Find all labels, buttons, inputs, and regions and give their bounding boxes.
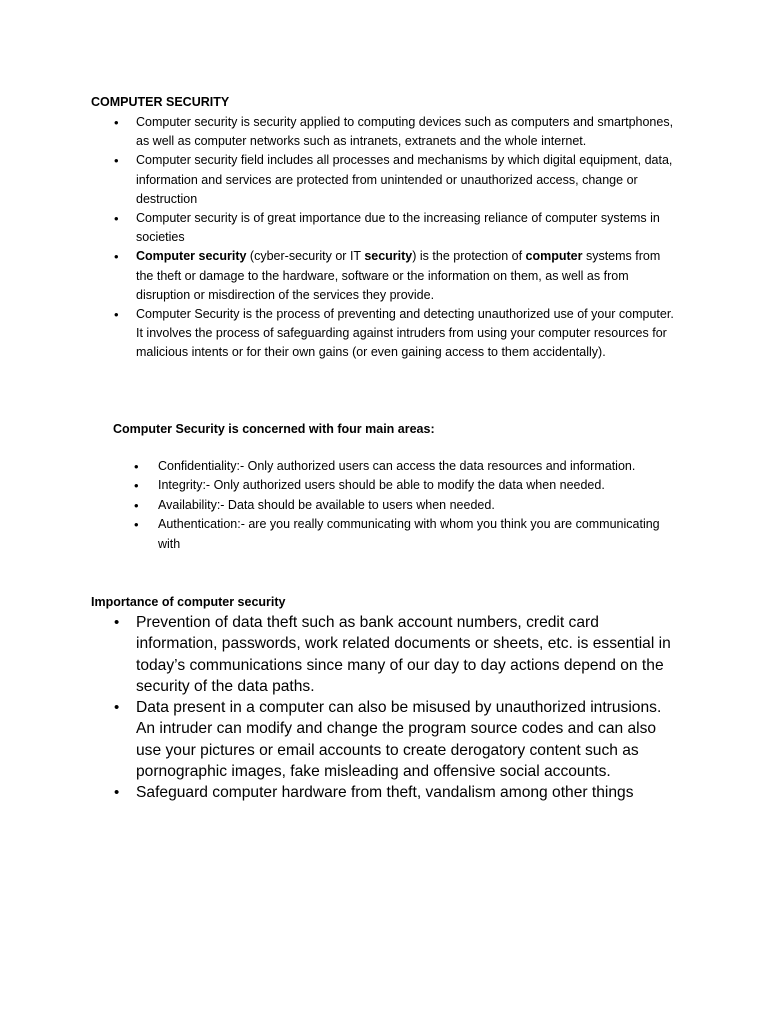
list-item-text: Computer security field includes all processes and mechanisms by which digital equipment, data, information and services are protected from unintended or unauthorized access, change or destruction	[136, 153, 673, 206]
section-heading-importance: Importance of computer security	[91, 595, 286, 609]
bullet-icon: •	[114, 614, 120, 631]
bullet-icon: •	[134, 517, 139, 533]
list-item-text: Authentication:- are you really communicating with whom you think you are communicating with	[158, 517, 660, 551]
bullet-icon: •	[134, 478, 139, 494]
list-item	[114, 697, 681, 782]
list-item	[134, 457, 668, 476]
list-item-text: Safeguard computer hardware from theft, vandalism among other things	[136, 784, 634, 802]
bold-term: Computer security	[136, 249, 247, 264]
list-item	[134, 476, 668, 495]
list-item	[114, 612, 681, 697]
section-heading-computer-security: COMPUTER SECURITY	[91, 95, 230, 109]
list-item-text: Computer Security is the process of preventing and detecting unauthorized use of your computer. It involves the process of safeguarding against intruders from using your computer resources for malicious intents or for their own gains (or even gaining access to them accidentally).	[136, 307, 674, 360]
list-item-text: Computer security is of great importance due to the increasing reliance of computer systems in societies	[136, 211, 660, 245]
bold-term: security	[364, 249, 413, 264]
bullet-icon: •	[114, 211, 119, 227]
list-item-text: Data present in a computer can also be misused by unauthorized intrusions. An intruder can modify and change the program source codes and can also use your pictures or email accounts to create derogatory content such as pornographic images, fake misleading and offensive social accounts.	[136, 699, 662, 781]
text-segment: (cyber-security or IT	[246, 249, 365, 264]
list-item-text: Availability:- Data should be available to users when needed.	[158, 497, 495, 512]
list-item	[114, 247, 681, 305]
text-segment: ) is the protection of	[412, 249, 526, 264]
bullet-icon: •	[114, 307, 119, 323]
bullet-icon: •	[114, 115, 119, 130]
list-item-text: Integrity:- Only authorized users should be able to modify the data when needed.	[158, 478, 605, 493]
list-item-text: Prevention of data theft such as bank account numbers, credit card information, passwords, work related documents or sheets, etc. is essential in today’s communications since many of our day to day actions depend on the security of the data paths.	[136, 614, 671, 695]
list-item	[114, 209, 681, 247]
list-item-text: Confidentiality:- Only authorized users can access the data resources and information.	[158, 459, 636, 473]
bullet-icon: •	[114, 249, 119, 265]
list-item	[114, 151, 681, 209]
list-item-text: Computer security is security applied to computing devices such as computers and smartphones, as well as computer networks such as intranets, extranets and the whole internet.	[136, 115, 674, 149]
bold-term: computer	[525, 249, 583, 264]
bullet-icon: •	[114, 153, 119, 169]
section-heading-four-areas: Computer Security is concerned with four main areas:	[113, 422, 435, 436]
list-item	[114, 305, 681, 363]
bullet-icon: •	[134, 459, 139, 474]
list-item	[134, 515, 668, 554]
list-item-text	[136, 249, 660, 301]
list-item	[134, 496, 668, 515]
bullet-icon: •	[114, 784, 120, 802]
four-areas-list	[134, 457, 668, 554]
bullet-icon: •	[114, 699, 120, 717]
computer-security-list	[114, 113, 681, 363]
bullet-icon: •	[134, 497, 139, 513]
list-item	[114, 782, 681, 803]
list-item	[114, 113, 681, 151]
importance-list	[114, 612, 681, 804]
text-segment: systems from the theft or damage to the hardware, software or the information on them, as well as from disruption or misdirection of the services they provide.	[136, 249, 661, 302]
